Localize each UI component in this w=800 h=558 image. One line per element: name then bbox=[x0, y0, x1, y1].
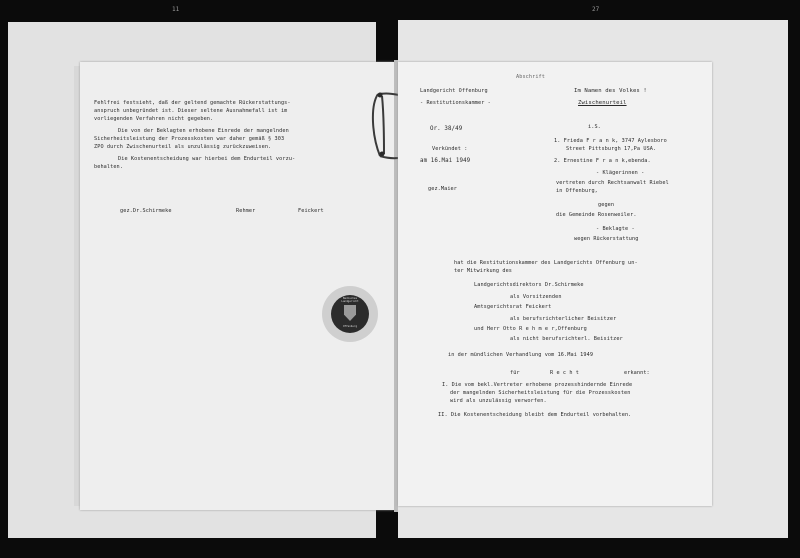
judge-1-name: Landgerichtsdirektors Dr.Schirmeke bbox=[474, 282, 584, 288]
court-name: Landgericht Offenburg bbox=[420, 88, 488, 94]
preamble-line-a: hat die Restitutionskammer des Landgerichts Offenburg un- bbox=[454, 260, 638, 266]
judge-2-name: Amtsgerichtsrat Feickert bbox=[474, 304, 552, 310]
signature-2: Rehmer bbox=[236, 208, 256, 214]
signature-3: Feickert bbox=[298, 208, 324, 214]
preamble-line-b: ter Mitwirkung des bbox=[454, 268, 513, 274]
party-1-line-a: 1. Frieda F r a n k, 3747 Aylesboro bbox=[554, 138, 667, 144]
left-text-line-1: Fehlfrei festsieht, daß der geltend gemachte Rückerstattungs- bbox=[94, 100, 291, 106]
judge-2-role: als berufsrichterlicher Beisitzer bbox=[510, 316, 617, 322]
ruling-point-2: II. Die Kostenentscheidung bleibt dem Endurteil vorbehalten. bbox=[438, 412, 632, 418]
film-frame-number-right: 27 bbox=[592, 6, 600, 13]
defendant-label: - Beklagte - bbox=[596, 226, 635, 232]
film-frame-number-left: 11 bbox=[172, 6, 180, 13]
left-text-line-8: behalten. bbox=[94, 164, 124, 170]
plaintiffs-label: - Klägerinnen - bbox=[596, 170, 645, 176]
hearing-date: in der mündlichen Verhandlung vom 16.Mai 1949 bbox=[448, 352, 594, 358]
defendant-name: die Gemeinde Rosenweiler. bbox=[556, 212, 637, 218]
judge-3-name: und Herr Otto R e h m e r,Offenburg bbox=[474, 326, 587, 332]
iss-label: i.S. bbox=[588, 124, 601, 130]
coat-of-arms-icon bbox=[344, 305, 356, 321]
represented-city: in Offenburg, bbox=[556, 188, 598, 194]
right-document-page bbox=[398, 62, 712, 506]
seal-bottom-text: Offenburg bbox=[342, 325, 358, 328]
left-text-line-5: Sicherheitsleistung der Prozesskosten war daher gemäß § 303 bbox=[94, 136, 285, 142]
judgment-type: Zwischenurteil bbox=[578, 100, 627, 106]
fuer-label: für bbox=[510, 370, 520, 376]
abschrift-label: Abschrift bbox=[516, 74, 546, 80]
signature-1: gez.Dr.Schirmeke bbox=[120, 208, 172, 214]
left-text-line-3: vorliegenden Verfahren nicht gegeben. bbox=[94, 116, 214, 122]
party-1-line-b: Street Pittsburgh 17,Pa USA. bbox=[566, 146, 657, 152]
seal-center bbox=[331, 295, 369, 333]
left-text-line-6: ZPO durch Zwischenurteil als unzulässig zurückzuweisen. bbox=[94, 144, 272, 150]
verkuendet-date: am 16.Mai 1949 bbox=[420, 158, 471, 164]
ruling-point-1-b: der mangelnden Sicherheitsleistung für die Prozesskosten bbox=[450, 390, 631, 396]
ruling-point-1-c: wird als unzulässig verworfen. bbox=[450, 398, 547, 404]
left-text-line-4: Die von der Beklagten erhobene Einrede der mangelnden bbox=[118, 128, 289, 134]
party-2: 2. Ernestine F r a n k,ebenda. bbox=[554, 158, 651, 164]
verkuendet-label: Verkündet : bbox=[432, 146, 468, 152]
erkannt-label: erkannt: bbox=[624, 370, 650, 376]
ruling-point-1-a: I. Die vom bekl.Vertreter erhobene prozesshindernde Einrede bbox=[442, 382, 633, 388]
gegen-label: gegen bbox=[598, 202, 615, 208]
chamber-name: - Restitutionskammer - bbox=[420, 100, 491, 106]
subject-matter: wegen Rückerstattung bbox=[574, 236, 639, 242]
clerk-signature: gez.Maier bbox=[428, 186, 458, 192]
represented-by: vertreten durch Rechtsanwalt Riebel bbox=[556, 180, 669, 186]
im-namen-des-volkes: Im Namen des Volkes ! bbox=[574, 88, 647, 94]
judge-3-role: als nicht berufsrichterl. Beisitzer bbox=[510, 336, 623, 342]
recht-label: R e c h t bbox=[550, 370, 580, 376]
seal-top-text: Badisches Landgericht bbox=[341, 297, 359, 303]
left-text-line-7: Die Kostenentscheidung war hierbei dem Endurteil vorzu- bbox=[118, 156, 296, 162]
left-text-line-2: anspruch unbegründet ist. Dieser seltene Ausnahmefall ist im bbox=[94, 108, 288, 114]
case-number: Or. 38/49 bbox=[430, 126, 463, 132]
judge-1-role: als Vorsitzenden bbox=[510, 294, 562, 300]
court-seal-stamp bbox=[322, 286, 378, 342]
